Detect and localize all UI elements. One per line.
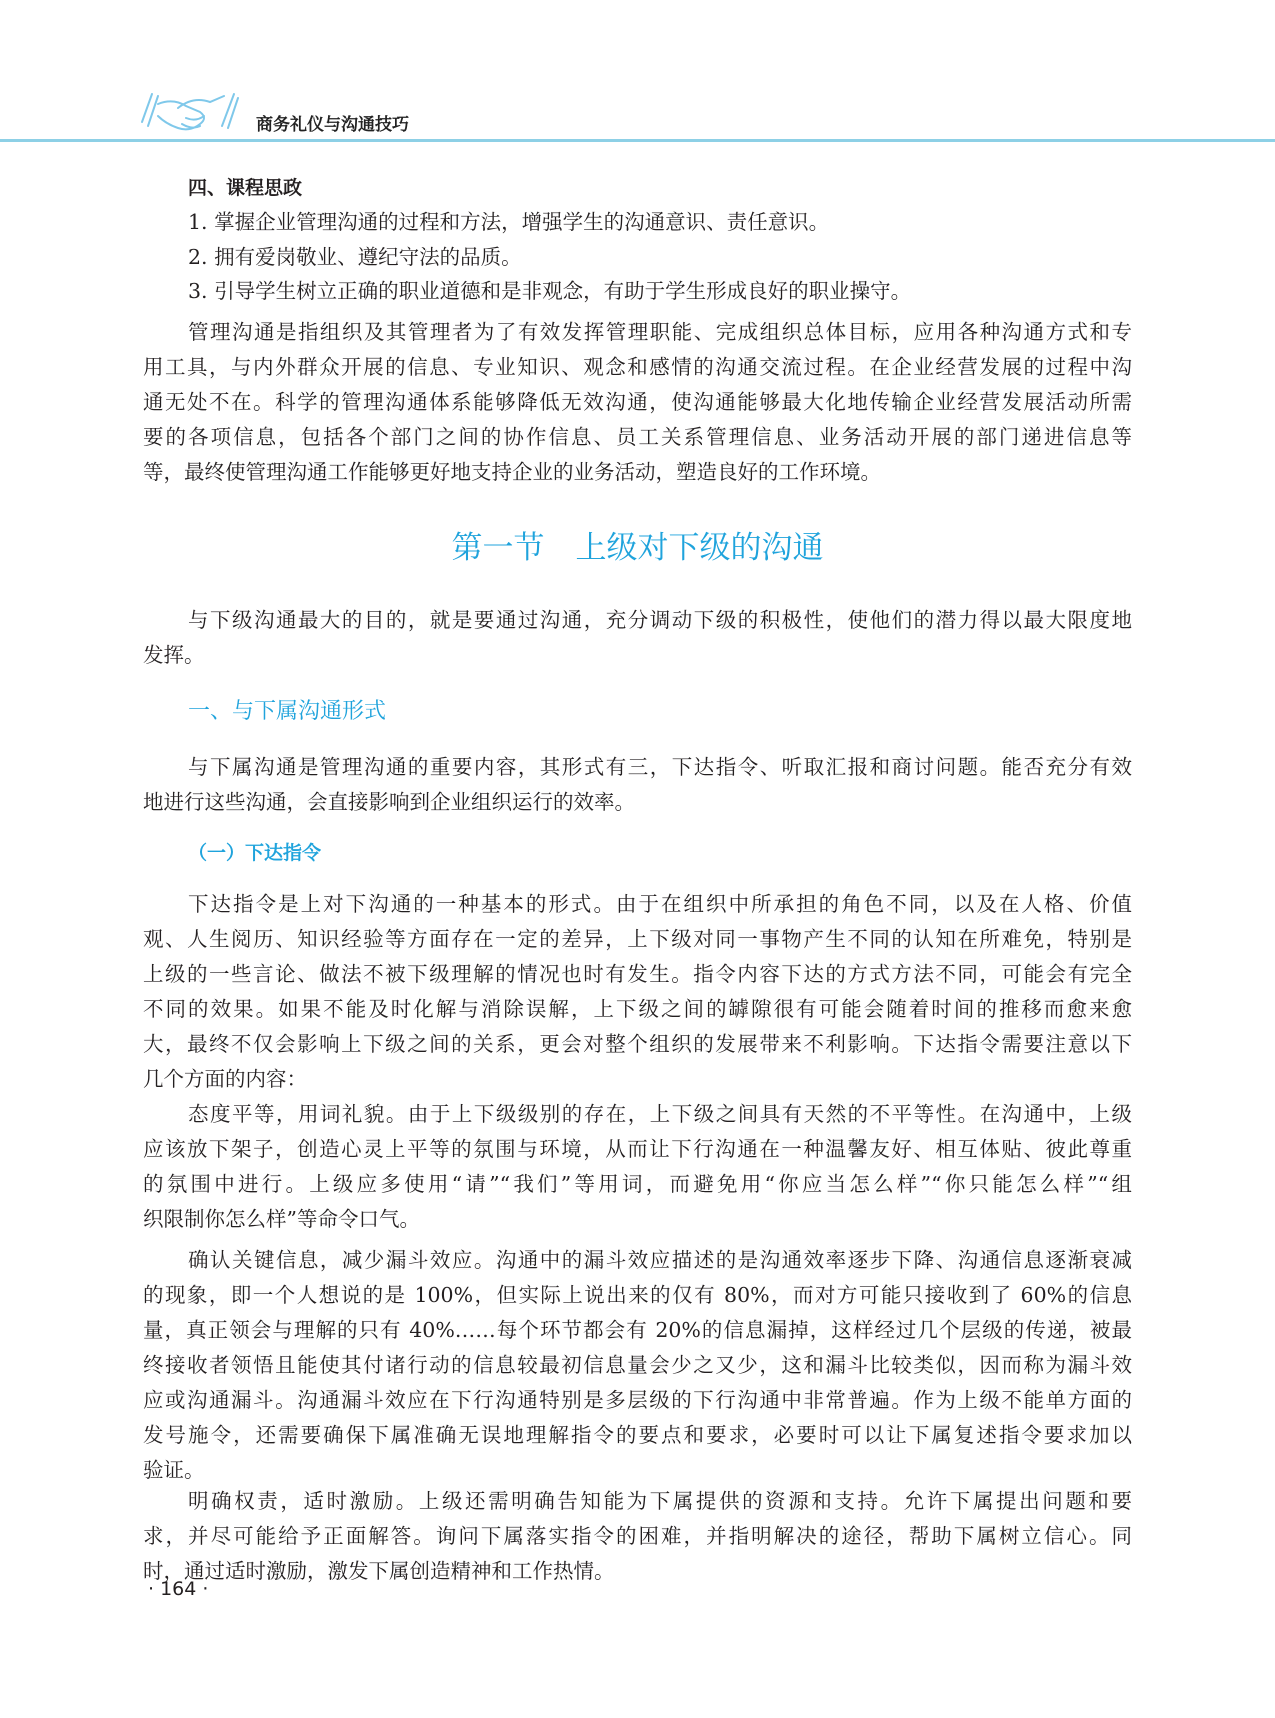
paragraph-line: 与下级沟通最大的目的，就是要通过沟通，充分调动下级的积极性，使他们的潜力得以最大限度地 [188,608,1132,632]
ideology-item: 3. 引导学生树立正确的职业道德和是非观念，有助于学生形成良好的职业操守。 [188,279,912,303]
paragraph-line: 确认关键信息，减少漏斗效应。沟通中的漏斗效应描述的是沟通效率逐步下降、沟通信息逐渐衰减 [188,1248,1132,1272]
paragraph-line: 验证。 [143,1458,205,1482]
ideology-item: 2. 拥有爱岗敬业、遵纪守法的品质。 [188,245,522,269]
paragraph-line: 管理沟通是指组织及其管理者为了有效发挥管理职能、完成组织总体目标，应用各种沟通方式和专 [188,320,1132,344]
paragraph-line: 终接收者领悟且能使其付诸行动的信息较最初信息量会少之又少，这和漏斗比较类似，因而称为漏斗效 [143,1353,1132,1377]
paragraph-line: 态度平等，用词礼貌。由于上下级级别的存在，上下级之间具有天然的不平等性。在沟通中，上级 [188,1102,1132,1126]
paragraph-line: 下达指令是上对下沟通的一种基本的形式。由于在组织中所承担的角色不同，以及在人格、价值 [188,892,1132,916]
paragraph-line: 要的各项信息，包括各个部门之间的协作信息、员工关系管理信息、业务活动开展的部门递进信息等 [143,425,1132,449]
paragraph-line: 大，最终不仅会影响上下级之间的关系，更会对整个组织的发展带来不利影响。下达指令需要注意以下 [143,1032,1132,1056]
paragraph-line: 求，并尽可能给予正面解答。询问下属落实指令的困难，并指明解决的途径，帮助下属树立信心。同 [143,1524,1132,1548]
paragraph-line: 明确权责，适时激励。上级还需明确告知能为下属提供的资源和支持。允许下属提出问题和要 [188,1489,1132,1513]
paragraph-line: 的氛围中进行。上级应多使用“请”“我们”等用词，而避免用“你应当怎么样”“你只能怎么样”“组 [143,1172,1132,1196]
course-ideology-heading: 四、课程思政 [188,177,303,199]
paragraph-line: 量，真正领会与理解的只有 40%……每个环节都会有 20%的信息漏掉，这样经过几个层级的传递，被最 [143,1318,1132,1342]
paragraph-line: 时，通过适时激励，激发下属创造精神和工作热情。 [143,1559,615,1583]
book-title: 商务礼仪与沟通技巧 [256,115,409,135]
section-title: 第一节 上级对下级的沟通 [451,530,824,566]
page-number: · 164 · [148,1578,209,1600]
paragraph-line: 织限制你怎么样”等命令口气。 [143,1207,420,1231]
paragraph-line: 几个方面的内容： [143,1067,307,1091]
paragraph-line: 等，最终使管理沟通工作能够更好地支持企业的业务活动，塑造良好的工作环境。 [143,460,881,484]
paragraph-line: 发号施令，还需要确保下属准确无误地理解指令的要点和要求，必要时可以让下属复述指令要求加以 [143,1423,1132,1447]
paragraph-line: 不同的效果。如果不能及时化解与消除误解，上下级之间的罅隙很有可能会随着时间的推移而愈来愈 [143,997,1132,1021]
heading-level-2: （一）下达指令 [188,842,322,864]
ideology-item: 1. 掌握企业管理沟通的过程和方法，增强学生的沟通意识、责任意识。 [188,210,830,234]
paragraph-line: 观、人生阅历、知识经验等方面存在一定的差异，上下级对同一事物产生不同的认知在所难免，特别是 [143,927,1132,951]
paragraph-line: 应该放下架子，创造心灵上平等的氛围与环境，从而让下行沟通在一种温馨友好、相互体贴、彼此尊重 [143,1137,1132,1161]
paragraph-line: 应或沟通漏斗。沟通漏斗效应在下行沟通特别是多层级的下行沟通中非常普遍。作为上级不能单方面的 [143,1388,1132,1412]
paragraph-line: 通无处不在。科学的管理沟通体系能够降低无效沟通，使沟通能够最大化地传输企业经营发展活动所需 [143,390,1132,414]
paragraph-line: 与下属沟通是管理沟通的重要内容，其形式有三，下达指令、听取汇报和商讨问题。能否充分有效 [188,755,1132,779]
handshake-icon [138,82,243,140]
heading-level-1: 一、与下属沟通形式 [188,699,387,724]
paragraph-line: 用工具，与内外群众开展的信息、专业知识、观念和感情的沟通交流过程。在企业经营发展的过程中沟 [143,355,1132,379]
paragraph-line: 发挥。 [143,643,205,667]
paragraph-line: 地进行这些沟通，会直接影响到企业组织运行的效率。 [143,790,635,814]
paragraph-line: 的现象，即一个人想说的是 100%，但实际上说出来的仅有 80%，而对方可能只接收到了 60%的信息 [143,1283,1132,1307]
paragraph-line: 上级的一些言论、做法不被下级理解的情况也时有发生。指令内容下达的方式方法不同，可能会有完全 [143,962,1132,986]
